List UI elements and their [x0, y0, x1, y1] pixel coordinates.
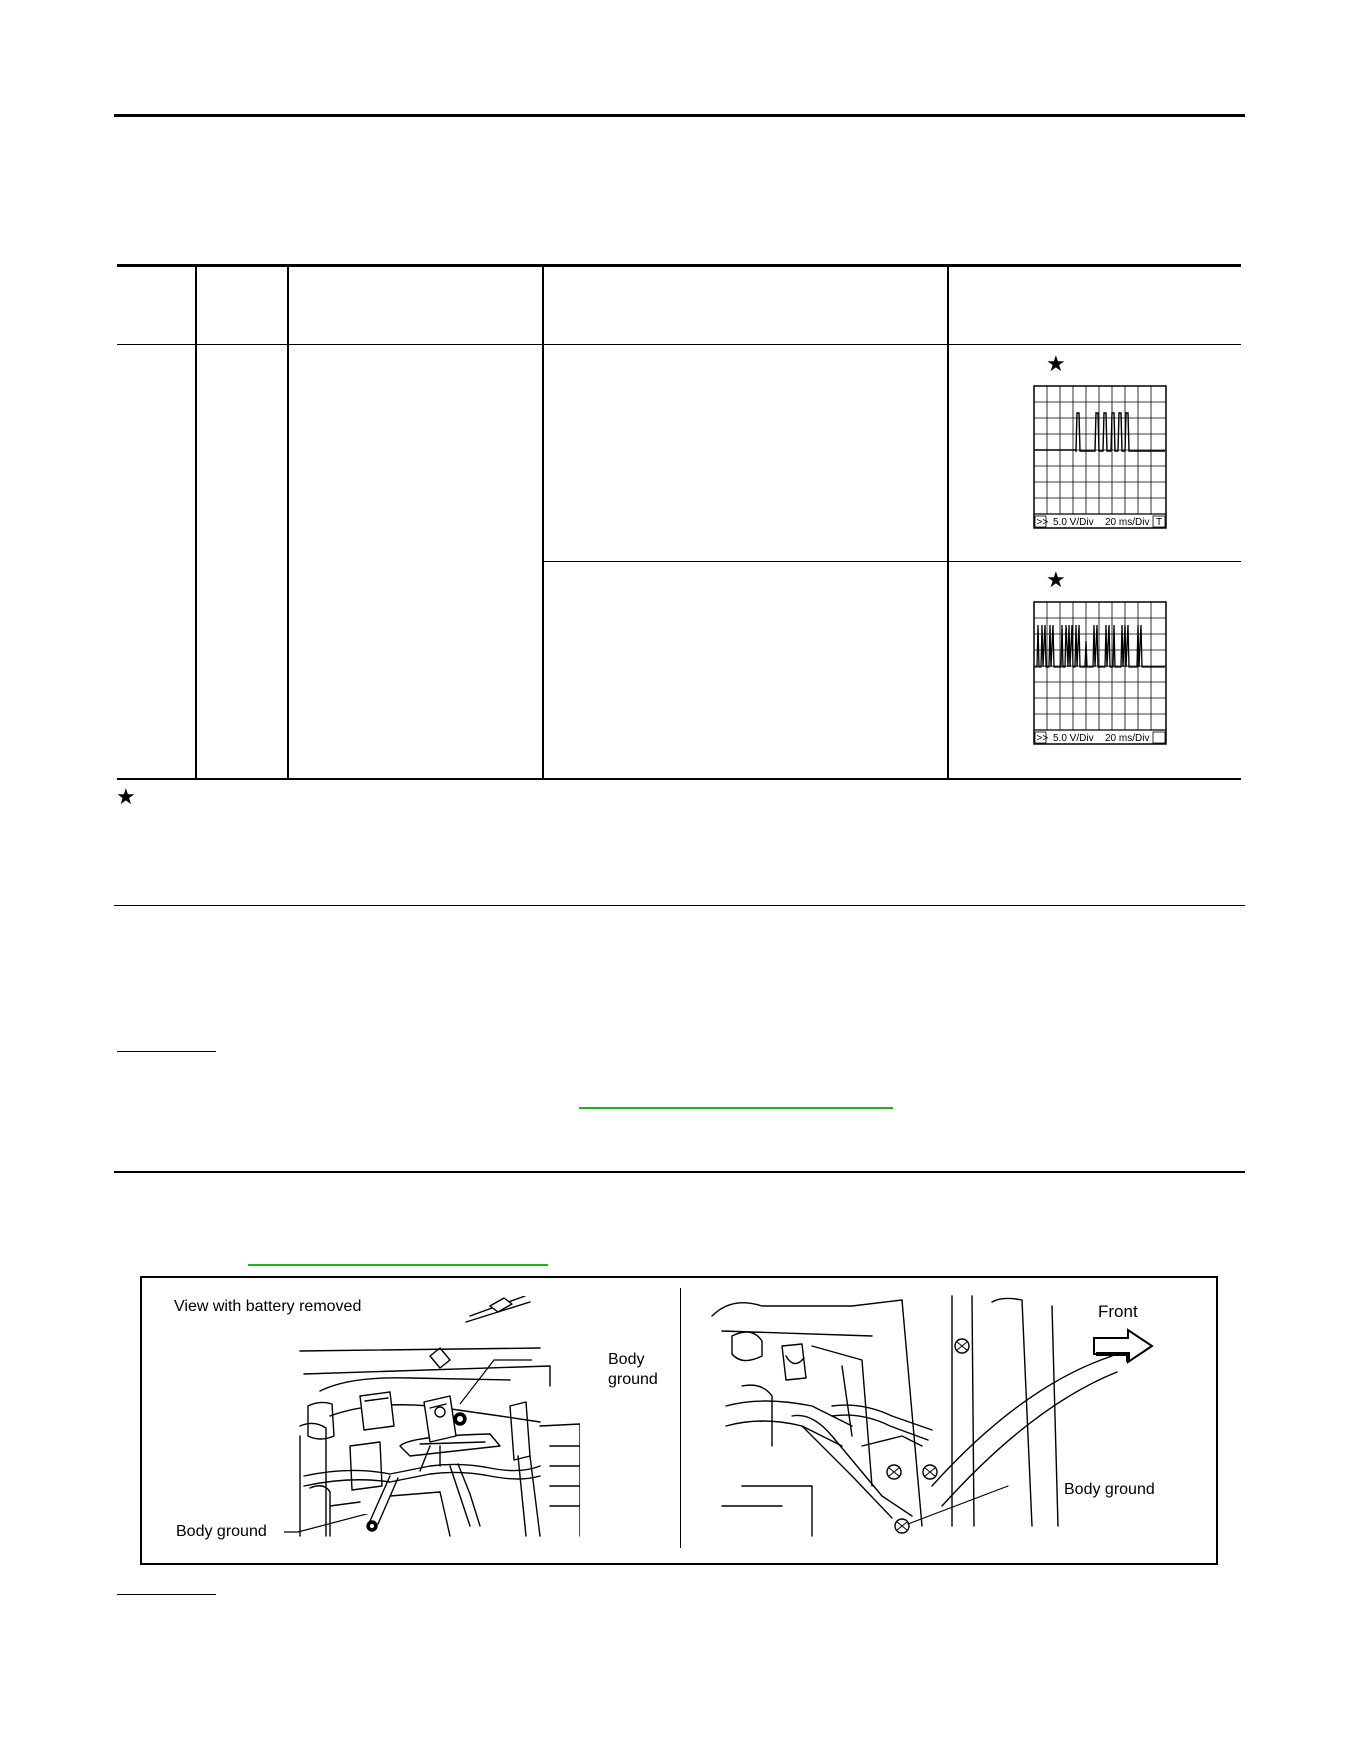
oscilloscope-waveform — [1033, 385, 1167, 531]
heading-underline — [117, 1051, 216, 1052]
waveform-marker-star: ★ — [1046, 568, 1066, 593]
callout-leader-bottom — [284, 1514, 384, 1554]
figure-caption-battery-removed: View with battery removed — [174, 1298, 362, 1315]
waveform-graph-1 — [1033, 385, 1167, 531]
ground-location-figure — [140, 1276, 1218, 1565]
section-rule-2 — [114, 1171, 1245, 1173]
callout-body-ground-right: Body ground — [1064, 1481, 1155, 1498]
volts-per-div: 5.0 V/Div — [1053, 733, 1094, 744]
front-arrow-icon — [1092, 1328, 1156, 1364]
table-row-divider — [543, 561, 1241, 562]
reference-link-2[interactable] — [248, 1264, 548, 1266]
direction-label-front: Front — [1098, 1302, 1138, 1321]
table-col-divider-2 — [287, 264, 289, 779]
volts-per-div: 5.0 V/Div — [1053, 517, 1094, 528]
callout-leader-top — [454, 1356, 534, 1406]
heading-underline-2 — [117, 1594, 216, 1595]
scale-left-icon: >> — [1036, 733, 1049, 744]
time-per-div: 20 ms/Div — [1105, 733, 1150, 744]
time-per-div: 20 ms/Div — [1105, 517, 1150, 528]
section-rule — [114, 905, 1245, 906]
table-col-divider-4 — [947, 264, 949, 779]
reference-link[interactable] — [579, 1107, 893, 1109]
table-col-divider-1 — [195, 264, 197, 779]
table-bottom-rule — [117, 778, 1241, 780]
underbody-illustration — [702, 1286, 1122, 1546]
callout-body-ground-top — [608, 1350, 678, 1390]
header-rule — [114, 114, 1245, 117]
figure-panel-divider — [680, 1288, 681, 1548]
footnote-star: ★ — [116, 785, 136, 810]
table-header-rule — [117, 344, 1241, 345]
waveform-graph-2 — [1033, 601, 1167, 747]
engine-bay-illustration — [290, 1296, 580, 1546]
table-top-rule — [117, 264, 1241, 267]
waveform-marker-star: ★ — [1046, 352, 1066, 377]
scale-left-icon: >> — [1036, 517, 1049, 528]
callout-body-ground-bottom: Body ground — [176, 1523, 267, 1540]
callout-body-ground-top-text: Body ground — [608, 1351, 658, 1388]
table-col-divider-3 — [542, 264, 544, 779]
trigger-icon: T — [1156, 517, 1163, 528]
oscilloscope-waveform — [1033, 601, 1167, 747]
